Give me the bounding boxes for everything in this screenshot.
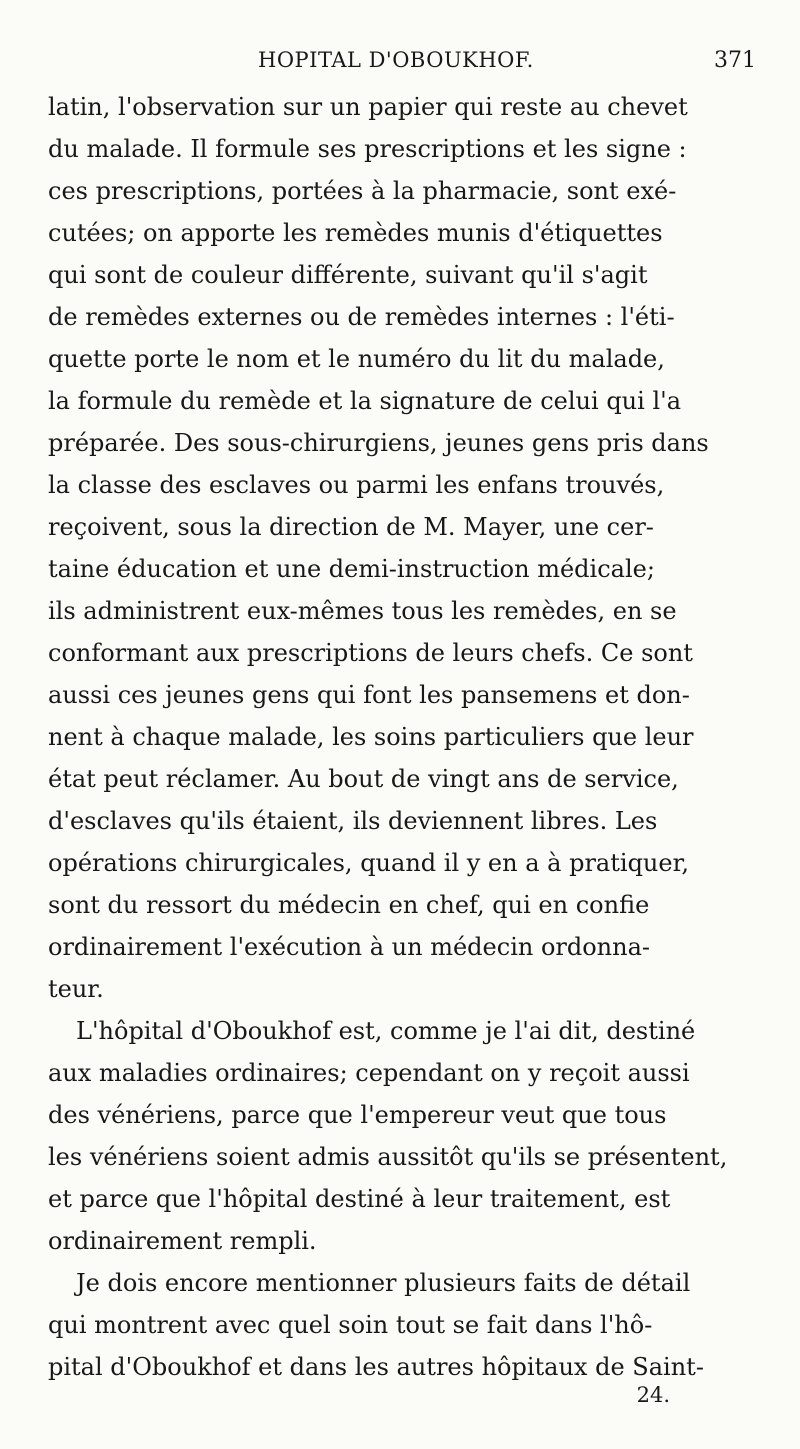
text-line: des vénériens, parce que l'empereur veut que tous [48, 1101, 667, 1129]
text-line: ordinairement l'exécution à un médecin ordonna- [48, 933, 651, 961]
text-line: les vénériens soient admis aussitôt qu'ils se présentent, [48, 1143, 728, 1171]
text-line: la formule du remède et la signature de celui qui l'a [48, 387, 682, 415]
text-line: ordinairement rempli. [48, 1227, 317, 1255]
text-line: aussi ces jeunes gens qui font les pansemens et don- [48, 681, 690, 709]
body-text [48, 86, 756, 1388]
paragraph-1 [48, 86, 756, 1010]
text-line: pital d'Oboukhof et dans les autres hôpitaux de Saint- [48, 1353, 704, 1381]
text-line: teur. [48, 975, 104, 1003]
text-line: Je dois encore mentionner plusieurs faits de détail [76, 1269, 691, 1297]
text-line: reçoivent, sous la direction de M. Mayer, une cer- [48, 513, 654, 541]
page-header [48, 44, 756, 78]
text-line: L'hôpital d'Oboukhof est, comme je l'ai dit, destiné [76, 1017, 696, 1045]
text-line: ils administrent eux-mêmes tous les remèdes, en se [48, 597, 677, 625]
text-line: ces prescriptions, portées à la pharmacie, sont exé- [48, 177, 677, 205]
text-line: conformant aux prescriptions de leurs chefs. Ce sont [48, 639, 693, 667]
text-line: sont du ressort du médecin en chef, qui en confie [48, 891, 650, 919]
text-line: latin, l'observation sur un papier qui reste au chevet [48, 93, 688, 121]
text-line: aux maladies ordinaires; cependant on y reçoit aussi [48, 1059, 690, 1087]
text-line: d'esclaves qu'ils étaient, ils deviennent libres. Les [48, 807, 658, 835]
text-line: et parce que l'hôpital destiné à leur traitement, est [48, 1185, 671, 1213]
page-number: 371 [714, 48, 756, 73]
text-line: du malade. Il formule ses prescriptions et les signe : [48, 135, 687, 163]
paragraph-2 [48, 1010, 756, 1262]
text-line: la classe des esclaves ou parmi les enfans trouvés, [48, 471, 665, 499]
text-line: nent à chaque malade, les soins particuliers que leur [48, 723, 694, 751]
text-line: qui montrent avec quel soin tout se fait dans l'hô- [48, 1311, 653, 1339]
text-line: de remèdes externes ou de remèdes internes : l'éti- [48, 303, 675, 331]
signature-mark: 24. [636, 1383, 670, 1407]
text-line: état peut réclamer. Au bout de vingt ans de service, [48, 765, 679, 793]
text-line: taine éducation et une demi-instruction médicale; [48, 555, 655, 583]
text-line: cutées; on apporte les remèdes munis d'étiquettes [48, 219, 663, 247]
text-line: qui sont de couleur différente, suivant qu'il s'agit [48, 261, 648, 289]
text-line: quette porte le nom et le numéro du lit du malade, [48, 345, 665, 373]
running-head: HOPITAL D'OBOUKHOF. [258, 48, 534, 72]
text-line: opérations chirurgicales, quand il y en a à pratiquer, [48, 849, 690, 877]
paragraph-3 [48, 1262, 756, 1388]
text-line: préparée. Des sous-chirurgiens, jeunes gens pris dans [48, 429, 709, 457]
